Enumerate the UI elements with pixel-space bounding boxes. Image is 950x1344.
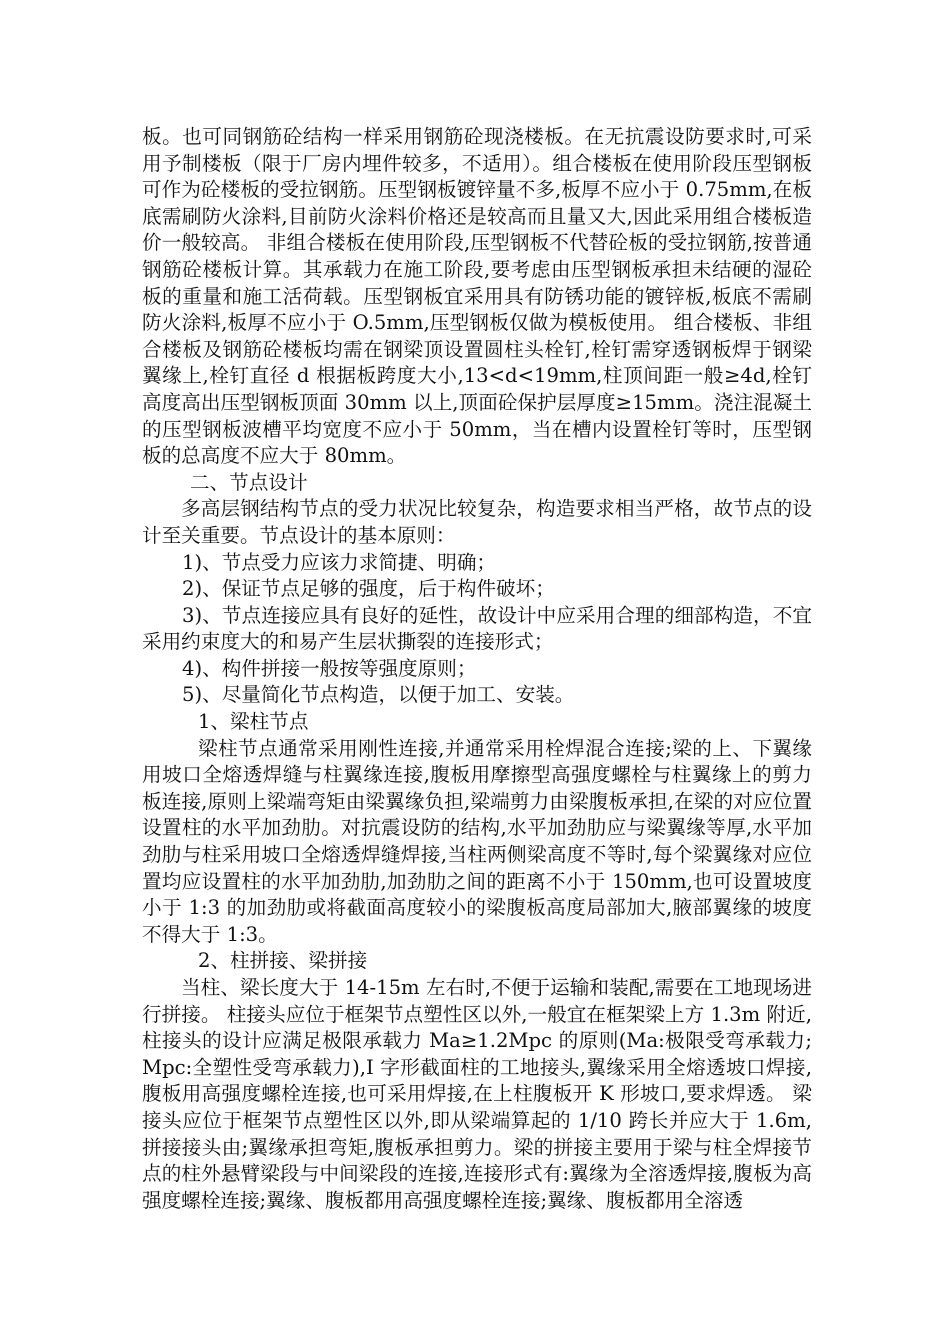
list-item-principle-2: 2)、保证节点足够的强度，后于构件破坏； [182,577,555,601]
subsection-heading-beam-column-joint: 1、梁柱节点 [198,710,309,734]
list-item-principle-1: 1)、节点受力应该力求简捷、明确； [182,550,497,574]
document-page [142,124,812,1214]
section-heading-joint-design: 二、节点设计 [190,470,308,494]
list-item-principle-5: 5)、尽量简化节点构造，以便于加工、安装。 [182,683,575,707]
subsection-heading-splices: 2、柱拼接、梁拼接 [198,949,368,973]
list-item-principle-4: 4)、构件拼接一般按等强度原则； [182,656,477,680]
paragraph-splices: 当柱、梁长度大于 14-15m 左右时,不便于运输和装配,需要在工地现场进行拼接。 柱接头应位于框架节点塑性区以外,一般宜在框架梁上方 1.3m 附近,柱接头的设计应满足极限承载力 Ma≥1.2Mpc 的原则(Ma:极限受弯承载力;Mpc:全塑性受弯承载力),I 字形截面柱的工地接头,翼缘采用全熔透坡口焊接, 腹板用高强度螺栓连接,也可采用焊接,在上柱腹板开 K 形坡口,要求焊透。 梁接头应位于框架节点塑性区以外,即从梁端算起的 1/10 跨长并应大于 1.6m,拼接接头由;翼缘承担弯矩,腹板承担剪力。梁的拼接主要用于梁与柱全焊接节点的柱外悬臂梁段与中间梁段的连接,连接形式有:翼缘为全溶透焊接,腹板为高强度螺栓连接;翼缘、腹板都用高强度螺栓连接;翼缘、腹板都用全溶透 [142,976,812,1212]
paragraph-floor-slab: 板。也可同钢筋砼结构一样采用钢筋砼现浇楼板。在无抗震设防要求时,可采用予制楼板（限于厂房内埋件较多，不适用）。组合楼板在使用阶段压型钢板可作为砼楼板的受拉钢筋。压型钢板镀锌量不多,板厚不应小于 0.75mm,在板底需刷防火涂料,目前防火涂料价格还是较高而且量又大,因此采用组合楼板造价一般较高。 非组合楼板在使用阶段,压型钢板不代替砼板的受拉钢筋,按普通钢筋砼楼板计算。其承载力在施工阶段,要考虑由压型钢板承担未结硬的湿砼板的重量和施工活荷载。压型钢板宜采用具有防锈功能的镀锌板,板底不需刷防火涂料,板厚不应小于 O.5mm,压型钢板仅做为模板使用。 组合楼板、非组合楼板及钢筋砼楼板均需在钢梁顶设置圆柱头栓钉,栓钉需穿透钢板焊于钢梁翼缘上,栓钉直径 d 根据板跨度大小,13<d<19mm,柱顶间距一般≥4d,栓钉高度高出压型钢板顶面 30mm 以上,顶面砼保护层厚度≥15mm。浇注混凝土的压型钢板波槽平均宽度不应小于 50mm，当在槽内设置栓钉等时，压型钢板的总高度不应大于 80mm。 [142,125,812,468]
list-item-principle-3: 3)、节点连接应具有良好的延性，故设计中应采用合理的细部构造，不宜采用约束度大的和易产生层状撕裂的连接形式； [142,603,812,654]
paragraph-beam-column-joint: 梁柱节点通常采用刚性连接,并通常采用栓焊混合连接;梁的上、下翼缘用坡口全熔透焊缝与柱翼缘连接,腹板用摩擦型高强度螺栓与柱翼缘上的剪力板连接,原则上梁端弯矩由梁翼缘负担,梁端剪力由梁腹板承担,在梁的对应位置设置柱的水平加劲肋。对抗震设防的结构,水平加劲肋应与梁翼缘等厚,水平加劲肋与柱采用坡口全熔透焊缝焊接,当柱两侧梁高度不等时,每个梁翼缘对应位置均应设置柱的水平加劲肋,加劲肋之间的距离不小于 150mm,也可设置坡度小于 1:3 的加劲肋或将截面高度较小的梁腹板高度局部加大,腋部翼缘的坡度不得大于 1:3。 [142,736,812,946]
paragraph-joint-principles-intro: 多高层钢结构节点的受力状况比较复杂，构造要求相当严格，故节点的设计至关重要。节点设计的基本原则： [142,497,812,547]
